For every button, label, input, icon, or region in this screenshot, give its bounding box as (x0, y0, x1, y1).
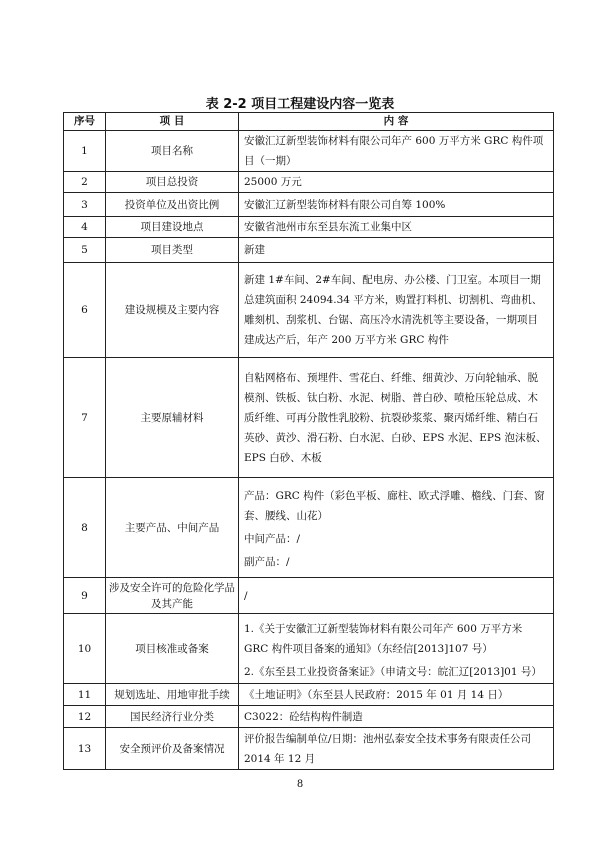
table-row (64, 131, 554, 172)
row-content (239, 478, 554, 578)
header-item: 项 目 (106, 113, 239, 131)
content-text: 安徽汇辽新型装饰材料有限公司年产 600 万平方米 GRC 构件项目（一期） (244, 135, 544, 167)
row-number: 3 (64, 193, 106, 217)
content-text: C3022：砼结构构件制造 (244, 710, 363, 723)
row-number: 6 (64, 263, 106, 358)
row-number: 8 (64, 478, 106, 578)
row-item: 项目总投资 (106, 172, 239, 193)
row-number: 4 (64, 217, 106, 238)
table-row (64, 684, 554, 706)
table-row (64, 728, 554, 770)
row-content (239, 684, 554, 706)
row-item: 项目名称 (106, 131, 239, 172)
content-text: 新建 1#车间、2#车间、配电房、办公楼、门卫室。本项目一期总建筑面积 24094.34 平方米，购置打料机、切割机、弯曲机、雕刻机、刮浆机、台锯、高压冷水清洗机等主要设备，一期项目建成达产后，年产 200 万平方米 GRC 构件 (244, 274, 543, 346)
content-text: 副产品：/ (244, 556, 290, 568)
content-text: 产品：GRC 构件（彩色平板、廊柱、欧式浮雕、檐线、门套、窗套、腰线、山花） (244, 490, 545, 522)
row-item: 国民经济行业分类 (106, 706, 239, 728)
content-text: 中间产品：/ (244, 533, 301, 545)
row-content (239, 193, 554, 217)
table-row (64, 193, 554, 217)
table-row (64, 706, 554, 728)
row-content (239, 217, 554, 238)
content-text: / (244, 589, 248, 602)
row-content (239, 358, 554, 478)
row-number: 1 (64, 131, 106, 172)
row-number: 10 (64, 614, 106, 684)
table-title: 表 2-2 项目工程建设内容一览表 (205, 97, 395, 112)
content-text: 安徽汇辽新型装饰材料有限公司自筹 100% (244, 198, 446, 211)
row-content (239, 706, 554, 728)
row-item: 建设规模及主要内容 (106, 263, 239, 358)
row-item: 项目建设地点 (106, 217, 239, 238)
content-text: 安徽省池州市东至县东流工业集中区 (244, 221, 412, 233)
table-row (64, 263, 554, 358)
row-number: 12 (64, 706, 106, 728)
header-content: 内 容 (239, 113, 554, 131)
row-content (239, 238, 554, 263)
header-row (64, 113, 554, 131)
row-content (239, 131, 554, 172)
header-no: 序号 (64, 113, 106, 131)
content-text: 新建 (244, 244, 265, 256)
row-number: 13 (64, 728, 106, 770)
row-item: 规划选址、用地审批手续 (106, 684, 239, 706)
row-item: 主要原辅材料 (106, 358, 239, 478)
content-text: 1.《关于安徽汇辽新型装饰材料有限公司年产 600 万平方米 GRC 构件项目备案的通知》（东经信[2013]107 号） (244, 622, 523, 655)
row-item: 涉及安全许可的危险化学品及其产能 (106, 578, 239, 614)
content-text: 25000 万元 (244, 176, 302, 188)
row-content (239, 263, 554, 358)
table-row (64, 358, 554, 478)
content-text: 评价报告编制单位/日期：池州弘泰安全技术事务有限责任公司 2014 年 12 月 (244, 732, 532, 765)
page-number: 8 (296, 779, 304, 790)
row-number: 5 (64, 238, 106, 263)
table-row (64, 578, 554, 614)
content-text: 2.《东至县工业投资备案证》（申请文号：皖汇辽[2013]01 号） (244, 665, 542, 678)
row-item: 投资单位及出资比例 (106, 193, 239, 217)
table-row (64, 217, 554, 238)
table-row (64, 614, 554, 684)
row-item: 项目类型 (106, 238, 239, 263)
row-content (239, 172, 554, 193)
content-text: 《土地证明》（东至县人民政府：2015 年 01 月 14 日） (244, 688, 509, 701)
table-row (64, 172, 554, 193)
table-row (64, 478, 554, 578)
row-content (239, 614, 554, 684)
row-number: 11 (64, 684, 106, 706)
row-number: 9 (64, 578, 106, 614)
table-row (64, 238, 554, 263)
row-item: 安全预评价及备案情况 (106, 728, 239, 770)
row-content (239, 578, 554, 614)
project-table (63, 112, 554, 770)
row-number: 2 (64, 172, 106, 193)
content-text: 自粘网格布、预埋件、雪花白、纤维、细黄沙、万向轮轴承、脱模剂、铁板、钛白粉、水泥、树脂、普白砂、喷枪压轮总成、木质纤维、可再分散性乳胶粉、抗裂砂浆浆、聚丙烯纤维、精白石英砂、黄沙、滑石粉、白水泥、白砂、EPS 水泥、EPS 泡沫板、EPS 白砂、木板 (244, 371, 547, 464)
row-item: 主要产品、中间产品 (106, 478, 239, 578)
row-content (239, 728, 554, 770)
row-item: 项目核准或备案 (106, 614, 239, 684)
row-number: 7 (64, 358, 106, 478)
